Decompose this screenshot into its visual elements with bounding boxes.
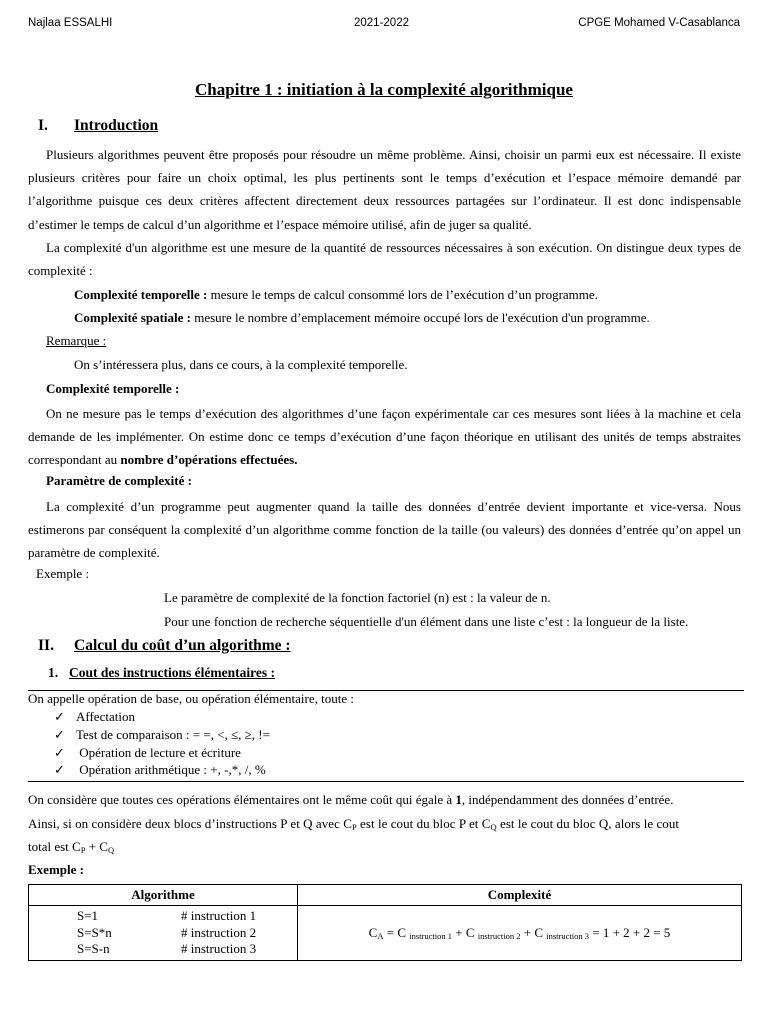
check-icon: ✓ [54,762,65,777]
list-item [54,727,270,743]
comment: # instruction 2 [181,924,257,940]
table-header-row [29,885,742,906]
list-item-text: Opération arithmétique : +, -,*, /, % [76,762,266,777]
cplx-result: = 1 + 2 + 2 = 5 [588,925,671,940]
list-item [54,762,266,778]
code: S=S-n [77,941,110,957]
subsection-1-heading [48,665,275,681]
remarque-text: On s’intéressera plus, dans ce cours, à la complexité temporelle. [74,357,408,372]
complexity-cell [298,906,742,961]
section-1-number: I. [38,117,48,134]
cost-paragraph-line [28,792,673,808]
temporelle-text: mesure le temps de calcul consommé lors de l’exécution d’un programme. [207,287,598,302]
intro-paragraph-2: La complexité d'un algorithme est une mesure de la quantité de ressources nécessaires à son exécution. On distingue deux types de complexité : [28,240,741,279]
code: S=1 [77,908,99,924]
cost-value: 1 [455,792,462,807]
header-school: CPGE Mohamed V-Casablanca [578,17,740,29]
header-author: Najlaa ESSALHI [28,17,113,29]
parametre-heading [46,473,192,489]
temporelle-definition [74,287,598,303]
exemple-heading-text: Exemple : [28,862,84,877]
temporelle-paragraph-bold: nombre d’opérations effectuées. [120,452,298,468]
subsection-1-label: Cout des instructions élémentaires : [69,665,275,680]
section-2-number: II. [38,637,54,654]
temporelle-paragraph-text: On ne mesure pas le temps d’exécution des algorithmes d’une façon expérimentale car ces mesures sont liées à la machine et cela demande de les implémenter. On estime donc ce temps d’exécution d’une façon théorique en utilisant des unités de temps abstraites correspondant au [28,406,741,468]
algorithm-cell [29,906,298,961]
algorithm-line [29,941,297,958]
blocks-text-a: Ainsi, si on considère deux blocs d’instructions P et Q avec C [28,816,352,831]
cplx-c: C [368,925,378,940]
blocks-text-c: est le cout du bloc Q, alors le cout [496,816,680,831]
intro-paragraph-1: Plusieurs algorithmes peuvent être proposés pour résoudre un même problème. Ainsi, choisir un parmi eux est nécessaire. Il existe plusieurs critères pour faire un choix optimal, les plus pertinents sont le temps d’exécution et l’espace mémoire demandé par l’algorithme puisque ces deux critères affectent directement deux ressources partagées sur l’ordinateur. Il est donc indispensable d’estimer le temps de calcul d’un algorithme et l’espace mémoire utilisé, afin de juger sa qualité. [28,147,741,232]
header-year: 2021-2022 [354,17,409,29]
page-header [28,17,740,33]
cplx-sub-3: instruction 3 [546,931,589,941]
parametre-heading-text: Paramètre de complexité : [46,473,192,488]
temporelle-heading [46,381,179,397]
section-1-heading [38,117,158,135]
spatiale-text: mesure le nombre d’emplacement mémoire occupé lors de l'exécution d'un programme. [190,310,650,325]
exemple-label: Exemple : [36,566,90,581]
cplx-eq: = C [383,925,410,940]
section-2-label: Calcul du coût d’un algorithme : [74,637,291,654]
box-intro: On appelle opération de base, ou opération élémentaire, toute : [28,691,354,706]
blocks-paragraph-line-1 [28,816,742,835]
list-item-text: Opération de lecture et écriture [76,745,241,760]
list-item [54,745,241,761]
cplx-plus-2: + C [520,925,547,940]
comment: # instruction 3 [181,941,257,957]
check-icon: ✓ [54,709,65,724]
blocks-paragraph-line-2 [28,839,114,858]
spatiale-label: Complexité spatiale : [74,310,191,325]
list-item-text: Affectation [76,709,135,724]
example-table [28,884,742,961]
sub-p: P [351,822,357,832]
column-header-algorithme: Algorithme [29,885,298,906]
exemple-heading [28,862,84,878]
box-bottom-rule [28,781,744,782]
code: S=S*n [77,924,112,940]
spatiale-definition [74,310,650,326]
algorithm-line [29,925,297,942]
temporelle-heading-text: Complexité temporelle : [46,381,180,396]
column-header-complexite: Complexité [298,885,742,906]
section-1-label: Introduction [74,117,159,134]
sub-q: Q [490,822,497,832]
section-2-heading [38,637,291,655]
subsection-1-number: 1. [48,665,59,680]
algorithm-line [29,908,297,925]
sub-q: Q [107,845,115,855]
cplx-plus-1: + C [451,925,478,940]
temporelle-label: Complexité temporelle : [74,287,208,302]
blocks-text-b: est le cout du bloc P et C [356,816,491,831]
cplx-sub-a: A [377,931,384,941]
cost-text-end: , indépendamment des données d’entrée. [461,792,674,807]
page-title: Chapitre 1 : initiation à la complexité algorithmique [195,80,573,99]
comment: # instruction 1 [181,908,257,924]
total-text-b: + C [85,839,108,854]
sub-p: P [80,845,86,855]
total-text-a: total est C [28,839,81,854]
temporelle-paragraph [28,402,741,472]
example-1: Le paramètre de complexité de la fonction factoriel (n) est : la valeur de n. [164,590,551,605]
cost-text: On considère que toutes ces opérations élémentaires ont le même coût qui égale à [28,792,456,807]
list-item-text: Test de comparaison : = =, <, ≤, ≥, != [76,727,270,742]
remarque-label: Remarque : [46,333,107,348]
table-row [29,906,742,961]
parametre-paragraph: La complexité d’un programme peut augmenter quand la taille des données d’entrée devient importante et vice-versa. Nous estimerons par conséquent la complexité d’un algorithme comme fonction de la taille (ou valeurs) des données d’entrée qu’on appel un paramètre de complexité. [28,499,741,561]
cplx-sub-1: instruction 1 [409,931,452,941]
list-item [54,709,135,725]
cplx-sub-2: instruction 2 [477,931,521,941]
check-icon: ✓ [54,727,65,742]
example-2: Pour une fonction de recherche séquentielle d'un élément dans une liste c’est : la longueur de la liste. [164,614,689,629]
check-icon: ✓ [54,745,65,760]
